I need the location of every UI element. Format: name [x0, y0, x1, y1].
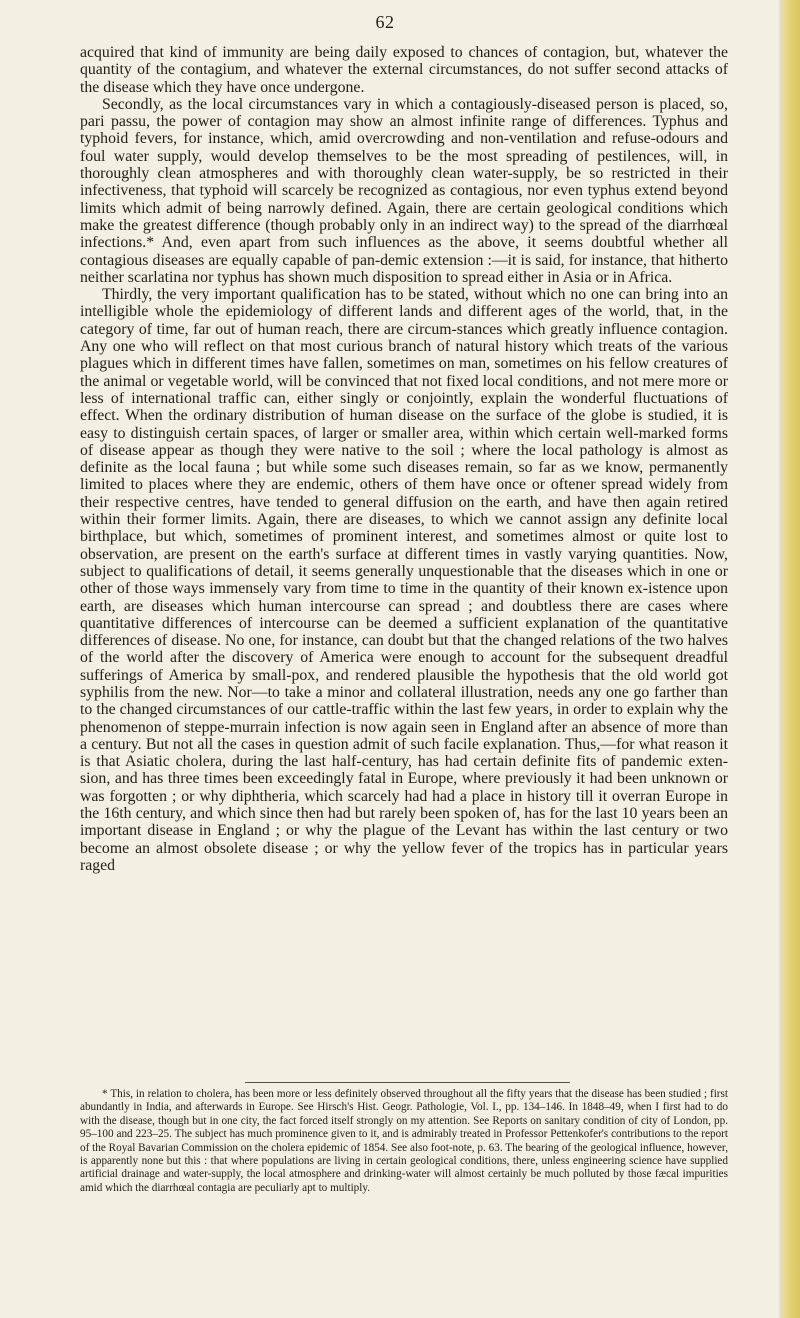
- footnote: * This, in relation to cholera, has been more or less definitely observed throughout all the fifty years that the disease has been studied ; first abundantly in India, and afterwards in Europe. See Hirsch's Hist. Geogr. Pathologie, Vol. I., pp. 134–146. In 1848–49, when I first had to do with the disease, though but in one city, the fact forced itself strongly on my attention. See Reports on sanitary condition of city of London, pp. 95–100 and 223–25. The subject has much prominence given to it, and is admirably treated in Professor Pettenkofer's contributions to the report of the Royal Bavarian Commission on the cholera epidemic of 1854. See also foot-note, p. 63. The bearing of the geological influence, however, is apparently none but this : that where populations are living in certain geological conditions, there, unless engineering science have supplied artificial drainage and water-supply, the local atmosphere and drinking-water will almost certainly be much polluted by those fæcal impurities amid which the diarrhœal contagia are peculiarly apt to multiply.: [80, 1088, 728, 1194]
- paragraph-3: Thirdly, the very important qualification has to be stated, without which no one can bring into an intelligible whole the epidemiology of different lands and different ages of the world, that, in the category of time, far out of human reach, there are circum-stances which greatly influence contagion. Any one who will reflect on that most curious branch of natural history which treats of the various plagues which in different times have fallen, sometimes on man, sometimes on his fellow creatures of the animal or vegetable world, will be convinced that not fixed local conditions, and not mere more or less of international traffic can, either singly or conjointly, explain the wonderful fluctuations of effect. When the ordinary distribution of human disease on the surface of the globe is studied, it is easy to distinguish certain spaces, of larger or smaller area, within which certain well-marked forms of disease appear as though they were native to the soil ; where the local pathology is almost as definite as the local fauna ; but while some such diseases remain, so far as we know, permanently limited to places where they are endemic, others of them have once or oftener spread widely from their respective centres, have tended to general diffusion on the earth, and have then again retired within their former limits. Again, there are diseases, to which we cannot assign any definite local birthplace, but which, sometimes of prominent interest, and sometimes almost or quite lost to observation, are present on the earth's surface at different times in vastly varying quantities. Now, subject to qualifications of detail, it seems generally unquestionable that the diseases which in one or other of those ways immensely vary from time to time in the quantity of their known ex-istence upon earth, are diseases which human intercourse can spread ; and doubtless there are cases where quantitative differences of intercourse can be deemed a sufficient explanation of the quantitative differences of disease. No one, for instance, can doubt but that the changed relations of the two halves of the world after the discovery of America were enough to account for the subsequent dreadful sufferings of America by small-pox, and rendered plausible the hypothesis that the old world got syphilis from the new. Nor—to take a minor and collateral illustration, needs any one go farther than to the changed circumstances of our cattle-traffic within the last few years, in order to explain why the phenomenon of steppe-murrain infection is now again seen in England after an absence of more than a century. But not all the cases in question admit of such facile explanation. Thus,—for what reason it is that Asiatic cholera, during the last half-century, has had certain definite fits of pandemic exten-sion, and has three times been exceedingly fatal in Europe, where previously it had been unknown or was forgotten ; or why diphtheria, which scarcely had had a place in history till it overran Europe in the 16th century, and which since then had but rarely been spoken of, has for the last 10 years been an important disease in England ; or why the plague of the Levant has within the last century or two become an almost obsolete disease ; or why the yellow fever of the tropics has in particular years raged: [80, 286, 728, 874]
- page-number: 62: [375, 12, 395, 32]
- body-text: [80, 44, 728, 874]
- paragraph-1: acquired that kind of immunity are being daily exposed to chances of contagion, but, whatever the quantity of the contagium, and whatever the external circumstances, do not suffer second attacks of the disease which they have once undergone.: [80, 44, 728, 96]
- adjacent-page-edge: [782, 0, 800, 1318]
- paragraph-2: Secondly, as the local circumstances vary in which a contagiously-diseased person is placed, so, pari passu, the power of contagion may show an almost infinite range of differences. Typhus and typhoid fevers, for instance, which, amid overcrowding and non-ventilation and refuse-odours and foul water supply, would develop themselves to be the most spreading of pestilences, will, in thoroughly clean atmospheres and with thoroughly clean water-supply, be so restricted in their infectiveness, that typhoid will scarcely be recognized as contagious, nor even typhus extend beyond limits which admit of being narrowly defined. Again, there are certain geological conditions which make the greatest difference (though probably only in an indirect way) to the spread of the diarrhœal infections.* And, even apart from such influences as the above, it seems doubtful whether all contagious diseases are equally capable of pan-demic extension :—it is said, for instance, that hitherto neither scarlatina nor typhus has shown much disposition to spread either in Asia or in Africa.: [80, 95, 728, 286]
- footnote-divider: [245, 1082, 570, 1083]
